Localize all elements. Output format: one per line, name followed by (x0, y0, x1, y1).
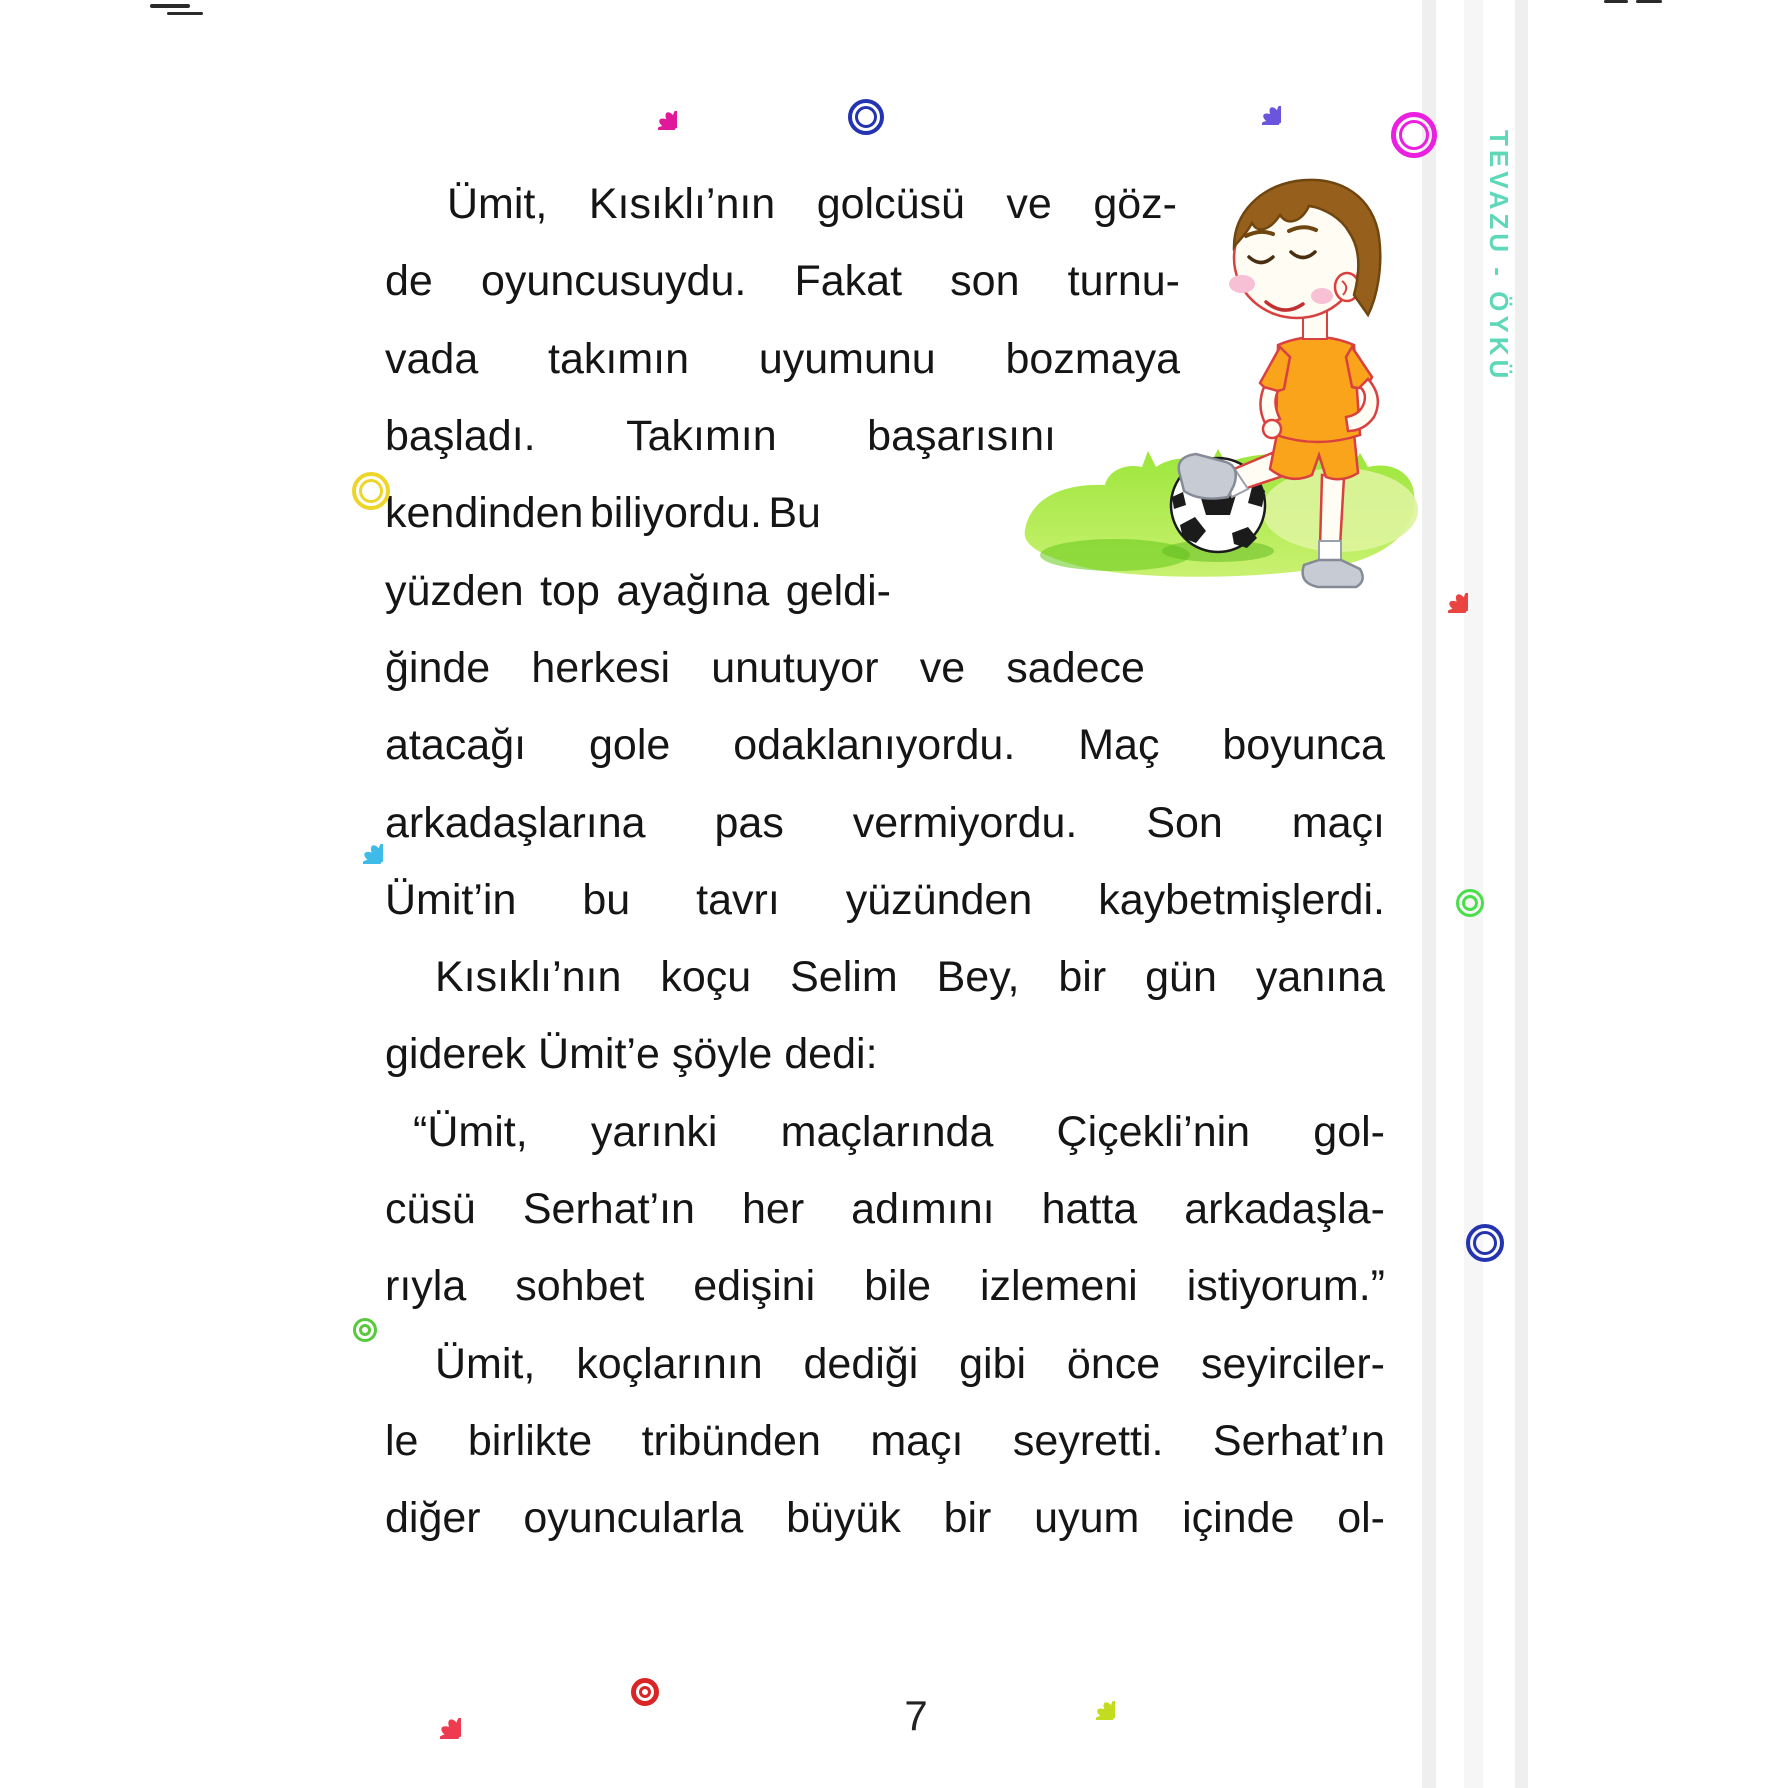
ring-icon (1456, 889, 1484, 917)
boy-blush (1311, 288, 1333, 304)
chapter-spine-label: TEVAZU - ÖYKÜ (1484, 130, 1514, 383)
boy-leg (1320, 475, 1344, 547)
story-line: de oyuncusuydu. Fakat son turnu- (385, 257, 1180, 306)
story-line: rıyla sohbet edişini bile izlemeni istiyorum.” (385, 1262, 1385, 1311)
flower-icon (343, 824, 383, 864)
story-line: ğinde herkesi unutuyor ve sadece (385, 643, 1145, 692)
story-line: Ümit’in bu tavrı yüzünden kaybetmişlerdi. (385, 875, 1385, 924)
story-line: Kısıklı’nın koçu Selim Bey, bir gün yanına (435, 953, 1385, 1002)
ring-icon (353, 1318, 377, 1342)
ring-icon (1466, 1224, 1504, 1262)
page-edge-stripe (1515, 0, 1528, 1788)
story-line: cüsü Serhat’ın her adımını hatta arkadaşla- (385, 1185, 1385, 1233)
story-line: vada takımın uyumunu bozmaya (385, 334, 1180, 383)
flower-icon (1077, 1682, 1115, 1720)
story-line: diğer oyuncularla büyük bir uyum içinde ol- (385, 1494, 1385, 1543)
boy-soccer-illustration (1020, 145, 1420, 615)
story-line: le birlikte tribünden maçı seyretti. Serhat’ın (385, 1416, 1385, 1465)
flower-icon (639, 92, 677, 130)
story-line: başladı. Takımın başarısını (385, 412, 1056, 461)
flower-icon (1243, 87, 1281, 125)
page-number: 7 (904, 1692, 928, 1739)
story-line: kendinden biliyordu. Bu (385, 489, 821, 538)
binding-mark (1636, 0, 1662, 3)
story-line: atacağı gole odaklanıyordu. Maç boyunca (385, 721, 1385, 770)
flower-icon (419, 1697, 461, 1739)
story-line: Ümit, Kısıklı’nın golcüsü ve göz- (447, 180, 1177, 229)
flower-icon (1428, 573, 1468, 613)
boy-sleeve (1260, 347, 1290, 391)
story-line: arkadaşlarına pas vermiyordu. Son maçı (385, 798, 1385, 847)
page-edge-stripe (1422, 0, 1436, 1788)
binding-mark (167, 12, 203, 15)
boy-hand (1263, 420, 1281, 438)
story-line: “Ümit, yarınki maçlarında Çiçekli’nin gol- (413, 1107, 1385, 1156)
boy-blush (1229, 275, 1255, 293)
ring-icon (848, 99, 884, 135)
story-line: yüzden top ayağına geldi- (385, 566, 891, 615)
ring-icon (1391, 112, 1437, 158)
ring-icon (352, 472, 390, 510)
story-line: Ümit, koçlarının dediği gibi önce seyirciler- (435, 1339, 1385, 1388)
ring-icon (631, 1678, 659, 1706)
binding-mark (150, 4, 190, 8)
boy-shoe (1303, 560, 1363, 587)
binding-mark (1604, 0, 1628, 3)
story-line: giderek Ümit’e şöyle dedi: (385, 1030, 878, 1079)
